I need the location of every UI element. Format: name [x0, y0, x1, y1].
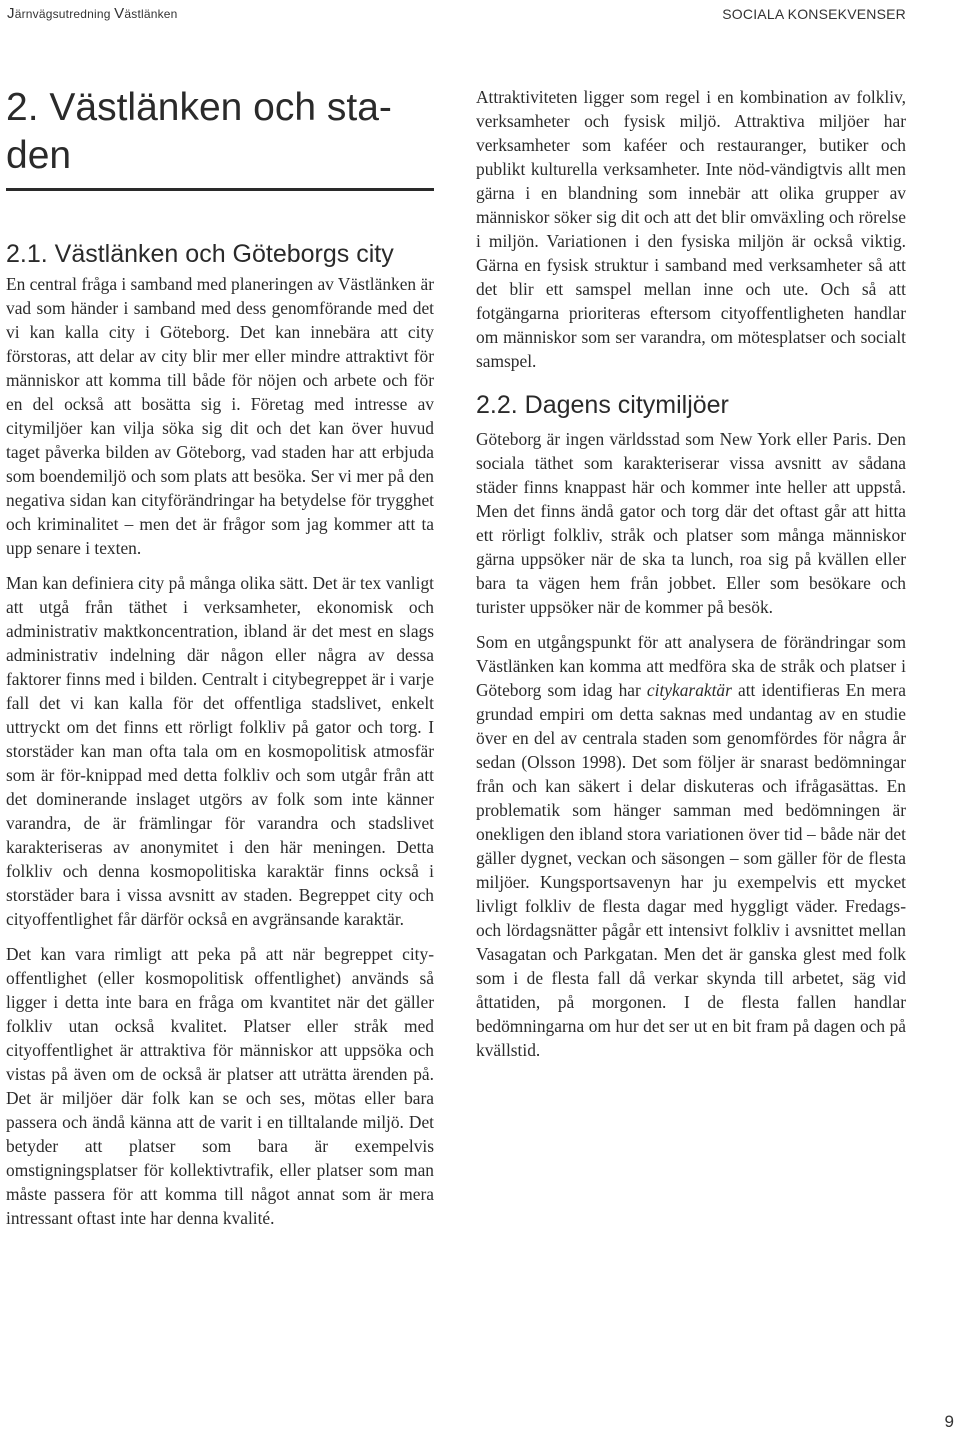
paragraph: Attraktiviteten ligger som regel i en kombination av folkliv, verksamheter och fysisk miljö. Attraktiva miljöer har verksamheter som kaféer och restauranger, butiker och publikt kulturella verksamheter. Inte nöd-vändigtvis allt men gärna i en blandning som innebär att olika grupper av människor söker sig dit och att det blir omväxling och rörelse i miljön. Variationen i den fysiska miljön är också viktig. Gärna en fysisk struktur i samband med verksamheter så att det blir ett samspel mellan inne och ute. Och så att fotgängarna prioriteras eftersom cityoffentligheten handlar om människor som ser varandra, om mötesplatser och socialt samspel.: [476, 87, 906, 371]
paragraph: Man kan definiera city på många olika sätt. Det är tex vanligt att utgå från täthet i verksamheter, ekonomisk och administrativ maktkoncentration, ibland är det mest en slags administrativ indelning där någon eller några av dessa faktorer finns med i bilden. Centralt i citybegreppet är i varje fall det vi kan kalla för det offentliga stadslivet, enkelt uttryckt om det finns ett rörligt folkliv på gator och torg. I storstäder kan man ofta tala om en kosmopolitisk atmosfär som är för-knippad med detta folkliv och som utgår från att det dominerande inslaget utgörs av folk som inte känner varandra, de är främlingar för varandra och stadslivet karakteriseras av anonymitet i den här meningen. Detta folkliv och denna kosmopolitiska karaktär finns också i storstäder bara i vissa avsnitt av staden. Begreppet city och cityoffentlighet får därför också en avgränsande karaktär.: [6, 573, 434, 929]
left-column: [6, 84, 434, 1230]
paragraph: Som en utgångspunkt för att analysera de förändringar som Västlänken kan komma att medföra ska de stråk och platser i Göteborg som idag har citykaraktär att identifieras En mera grundad empiri om detta saknas med undantag av en studie över en del av centrala staden som genomfördes för några år sedan (Olsson 1998). Det som följer är snarast bedömningar från och kan säkert i delar diskuteras och ifrågasättas. En problematik som hänger samman med bedömningen är onekligen den ibland stora variationen över tid – både när det gäller dygnet, veckan och säsongen – som gäller för de flesta miljöer. Kungsportsavenyn har ju exempelvis ett mycket livligt folkliv de flesta dagar med hyggligt väder. Fredags- och lördagsnätter pågår ett intensivt folkliv i avsnittet mellan Vasagatan och Parkgatan. Men det är ganska glest med folk som i de flesta fall då verkar skynda till arbetet, säg vid åttatiden, på morgonen. I de flesta fallen handlar bedömningarna om hur det ser ut en bit fram på dagen och på kvällstid.: [476, 632, 906, 1060]
paragraph: En central fråga i samband med planeringen av Västlänken är vad som händer i samband med dess genomförande med det vi kan kalla city i Göteborg. Det kan innebära att city förstoras, att delar av city blir mer eller mindre attraktivt för människor att komma till både för nöjen och arbete och för en del också att bosätta sig i. Företag med intresse av citymiljöer kan vilja söka sig dit och det kan över huvud taget påverka bilden av Göteborg, vad staden har att erbjuda som boendemiljö och som plats att besöka. Ser vi mer på den negativa sidan kan cityförändringar ha betydelse för trygghet och kriminalitet – men det är frågor som jag kommer att ta upp senare i texten.: [6, 274, 434, 558]
chapter-title: 2. Västlänken och sta-den: [6, 86, 392, 177]
chapter-rule: [6, 188, 434, 191]
emphasis-term: citykaraktär: [646, 680, 732, 700]
section-title-2-2: 2.2. Dagens citymiljöer: [476, 391, 729, 419]
running-header: [7, 5, 906, 25]
page-number: 9: [944, 1412, 954, 1431]
document-title: Järnvägsutredning Västlänken: [7, 5, 178, 22]
section-label: SOCIALA KONSEKVENSER: [722, 6, 906, 22]
section-title-2-1: 2.1. Västlänken och Göteborgs city: [6, 240, 394, 268]
right-column: [476, 85, 906, 1062]
paragraph: Göteborg är ingen världsstad som New York eller Paris. Den sociala täthet som karakteriserar vissa avsnitt av sådana städer finns knappast här och kommer inte heller att uppstå. Men det finns ändå gator och torg där det oftast går att hitta ett rörligt folkliv, stråk och platser som många människor gärna uppsöker när de ska ta lunch, roa sig på kvällen eller bara ta vägen hem från jobbet. Eller som besökare och turister uppsöker när de kommer på besök.: [476, 429, 906, 617]
paragraph: Det kan vara rimligt att peka på att när begreppet city-offentlighet (eller kosmopolitisk offentlighet) används så ligger i detta inte bara en fråga om kvantitet när det gäller folkliv utan också kvalitet. Platser eller stråk med cityoffentlighet är attraktiva för människor att uppsöka och vistas på även om de också är platser att uträtta ärenden på. Det är miljöer där folk kan se och ses, mötas eller bara passera och ändå känna att de varit i en tilltalande miljö. Det betyder att platser som bara är exempelvis omstigningsplatser för kollektivtrafik, eller platser som man måste passera för att komma till något annat som är mera intressant oftast inte har denna kvalité.: [6, 944, 434, 1228]
